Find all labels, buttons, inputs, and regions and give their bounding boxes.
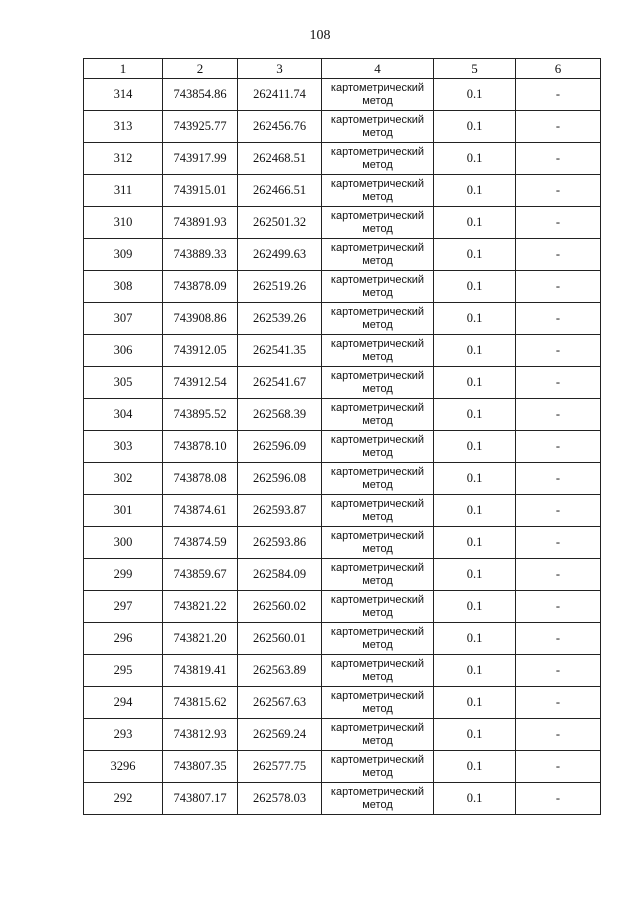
method-line-1: картометрический bbox=[330, 401, 425, 414]
point-number-cell: 300 bbox=[84, 527, 163, 559]
method-line-2: метод bbox=[362, 190, 393, 203]
x-coordinate-cell: 743859.67 bbox=[163, 559, 238, 591]
x-coordinate-cell: 743854.86 bbox=[163, 79, 238, 111]
method-cell bbox=[322, 783, 434, 815]
accuracy-cell: 0.1 bbox=[434, 143, 516, 175]
x-coordinate-cell: 743917.99 bbox=[163, 143, 238, 175]
table-row bbox=[84, 495, 601, 527]
x-coordinate-cell: 743895.52 bbox=[163, 399, 238, 431]
method-cell bbox=[322, 143, 434, 175]
note-cell: - bbox=[516, 175, 601, 207]
point-number-cell: 302 bbox=[84, 463, 163, 495]
table-row bbox=[84, 111, 601, 143]
method-line-1: картометрический bbox=[330, 625, 425, 638]
method-cell bbox=[322, 271, 434, 303]
method-line-1: картометрический bbox=[330, 177, 425, 190]
method-cell bbox=[322, 623, 434, 655]
x-coordinate-cell: 743821.20 bbox=[163, 623, 238, 655]
accuracy-cell: 0.1 bbox=[434, 367, 516, 399]
method-cell bbox=[322, 687, 434, 719]
x-coordinate-cell: 743878.10 bbox=[163, 431, 238, 463]
point-number-cell: 295 bbox=[84, 655, 163, 687]
accuracy-cell: 0.1 bbox=[434, 623, 516, 655]
table-row bbox=[84, 271, 601, 303]
method-line-1: картометрический bbox=[330, 337, 425, 350]
page-number: 108 bbox=[309, 28, 331, 43]
y-coordinate-cell: 262560.01 bbox=[238, 623, 322, 655]
accuracy-cell: 0.1 bbox=[434, 207, 516, 239]
y-coordinate-cell: 262578.03 bbox=[238, 783, 322, 815]
point-number-cell: 314 bbox=[84, 79, 163, 111]
accuracy-cell: 0.1 bbox=[434, 431, 516, 463]
method-line-2: метод bbox=[362, 414, 393, 427]
method-line-2: метод bbox=[362, 670, 393, 683]
column-header: 5 bbox=[434, 59, 516, 79]
method-line-2: метод bbox=[362, 254, 393, 267]
method-line-1: картометрический bbox=[330, 497, 425, 510]
method-line-2: метод bbox=[362, 734, 393, 747]
method-line-2: метод bbox=[362, 766, 393, 779]
point-number-cell: 306 bbox=[84, 335, 163, 367]
accuracy-cell: 0.1 bbox=[434, 655, 516, 687]
x-coordinate-cell: 743807.35 bbox=[163, 751, 238, 783]
table-row bbox=[84, 655, 601, 687]
accuracy-cell: 0.1 bbox=[434, 463, 516, 495]
x-coordinate-cell: 743891.93 bbox=[163, 207, 238, 239]
y-coordinate-cell: 262593.87 bbox=[238, 495, 322, 527]
table-row bbox=[84, 399, 601, 431]
note-cell: - bbox=[516, 495, 601, 527]
x-coordinate-cell: 743821.22 bbox=[163, 591, 238, 623]
accuracy-cell: 0.1 bbox=[434, 239, 516, 271]
table-row bbox=[84, 335, 601, 367]
accuracy-cell: 0.1 bbox=[434, 783, 516, 815]
table-row bbox=[84, 207, 601, 239]
table-row bbox=[84, 591, 601, 623]
method-line-1: картометрический bbox=[330, 529, 425, 542]
x-coordinate-cell: 743908.86 bbox=[163, 303, 238, 335]
y-coordinate-cell: 262501.32 bbox=[238, 207, 322, 239]
x-coordinate-cell: 743874.61 bbox=[163, 495, 238, 527]
table-header-row bbox=[84, 59, 601, 79]
y-coordinate-cell: 262411.74 bbox=[238, 79, 322, 111]
accuracy-cell: 0.1 bbox=[434, 79, 516, 111]
method-cell bbox=[322, 111, 434, 143]
x-coordinate-cell: 743925.77 bbox=[163, 111, 238, 143]
method-line-2: метод bbox=[362, 574, 393, 587]
method-line-2: метод bbox=[362, 286, 393, 299]
method-line-2: метод bbox=[362, 510, 393, 523]
y-coordinate-cell: 262596.09 bbox=[238, 431, 322, 463]
y-coordinate-cell: 262568.39 bbox=[238, 399, 322, 431]
method-cell bbox=[322, 79, 434, 111]
accuracy-cell: 0.1 bbox=[434, 591, 516, 623]
method-line-1: картометрический bbox=[330, 433, 425, 446]
accuracy-cell: 0.1 bbox=[434, 559, 516, 591]
column-header: 2 bbox=[163, 59, 238, 79]
method-line-1: картометрический bbox=[330, 209, 425, 222]
method-line-1: картометрический bbox=[330, 81, 425, 94]
method-cell bbox=[322, 175, 434, 207]
column-header: 4 bbox=[322, 59, 434, 79]
note-cell: - bbox=[516, 111, 601, 143]
method-line-2: метод bbox=[362, 158, 393, 171]
method-cell bbox=[322, 303, 434, 335]
x-coordinate-cell: 743878.08 bbox=[163, 463, 238, 495]
method-line-1: картометрический bbox=[330, 273, 425, 286]
note-cell: - bbox=[516, 239, 601, 271]
y-coordinate-cell: 262563.89 bbox=[238, 655, 322, 687]
table-row bbox=[84, 783, 601, 815]
y-coordinate-cell: 262567.63 bbox=[238, 687, 322, 719]
table-row bbox=[84, 463, 601, 495]
accuracy-cell: 0.1 bbox=[434, 399, 516, 431]
y-coordinate-cell: 262539.26 bbox=[238, 303, 322, 335]
note-cell: - bbox=[516, 751, 601, 783]
method-line-2: метод bbox=[362, 478, 393, 491]
note-cell: - bbox=[516, 335, 601, 367]
method-cell bbox=[322, 335, 434, 367]
y-coordinate-cell: 262577.75 bbox=[238, 751, 322, 783]
x-coordinate-cell: 743889.33 bbox=[163, 239, 238, 271]
method-line-1: картометрический bbox=[330, 145, 425, 158]
table-row bbox=[84, 239, 601, 271]
accuracy-cell: 0.1 bbox=[434, 495, 516, 527]
method-line-2: метод bbox=[362, 94, 393, 107]
note-cell: - bbox=[516, 687, 601, 719]
method-cell bbox=[322, 559, 434, 591]
x-coordinate-cell: 743912.54 bbox=[163, 367, 238, 399]
method-line-1: картометрический bbox=[330, 113, 425, 126]
note-cell: - bbox=[516, 143, 601, 175]
note-cell: - bbox=[516, 303, 601, 335]
point-number-cell: 310 bbox=[84, 207, 163, 239]
table-row bbox=[84, 303, 601, 335]
point-number-cell: 303 bbox=[84, 431, 163, 463]
method-cell bbox=[322, 527, 434, 559]
y-coordinate-cell: 262466.51 bbox=[238, 175, 322, 207]
x-coordinate-cell: 743915.01 bbox=[163, 175, 238, 207]
method-line-1: картометрический bbox=[330, 721, 425, 734]
x-coordinate-cell: 743912.05 bbox=[163, 335, 238, 367]
method-cell bbox=[322, 239, 434, 271]
method-line-2: метод bbox=[362, 542, 393, 555]
column-header: 3 bbox=[238, 59, 322, 79]
accuracy-cell: 0.1 bbox=[434, 527, 516, 559]
x-coordinate-cell: 743812.93 bbox=[163, 719, 238, 751]
method-line-1: картометрический bbox=[330, 561, 425, 574]
x-coordinate-cell: 743874.59 bbox=[163, 527, 238, 559]
table-row bbox=[84, 431, 601, 463]
table-row bbox=[84, 143, 601, 175]
note-cell: - bbox=[516, 399, 601, 431]
table-row bbox=[84, 623, 601, 655]
y-coordinate-cell: 262584.09 bbox=[238, 559, 322, 591]
accuracy-cell: 0.1 bbox=[434, 175, 516, 207]
y-coordinate-cell: 262593.86 bbox=[238, 527, 322, 559]
method-line-2: метод bbox=[362, 382, 393, 395]
point-number-cell: 305 bbox=[84, 367, 163, 399]
note-cell: - bbox=[516, 719, 601, 751]
accuracy-cell: 0.1 bbox=[434, 271, 516, 303]
point-number-cell: 297 bbox=[84, 591, 163, 623]
point-number-cell: 312 bbox=[84, 143, 163, 175]
table-row bbox=[84, 687, 601, 719]
point-number-cell: 308 bbox=[84, 271, 163, 303]
method-line-2: метод bbox=[362, 638, 393, 651]
y-coordinate-cell: 262541.35 bbox=[238, 335, 322, 367]
point-number-cell: 292 bbox=[84, 783, 163, 815]
accuracy-cell: 0.1 bbox=[434, 751, 516, 783]
point-number-cell: 301 bbox=[84, 495, 163, 527]
table-row bbox=[84, 79, 601, 111]
point-number-cell: 294 bbox=[84, 687, 163, 719]
method-line-1: картометрический bbox=[330, 305, 425, 318]
method-line-2: метод bbox=[362, 222, 393, 235]
accuracy-cell: 0.1 bbox=[434, 111, 516, 143]
note-cell: - bbox=[516, 207, 601, 239]
y-coordinate-cell: 262468.51 bbox=[238, 143, 322, 175]
table-row bbox=[84, 751, 601, 783]
method-cell bbox=[322, 495, 434, 527]
point-number-cell: 299 bbox=[84, 559, 163, 591]
method-cell bbox=[322, 431, 434, 463]
column-header: 6 bbox=[516, 59, 601, 79]
method-line-2: метод bbox=[362, 798, 393, 811]
method-cell bbox=[322, 207, 434, 239]
method-cell bbox=[322, 399, 434, 431]
accuracy-cell: 0.1 bbox=[434, 303, 516, 335]
y-coordinate-cell: 262569.24 bbox=[238, 719, 322, 751]
method-line-2: метод bbox=[362, 318, 393, 331]
note-cell: - bbox=[516, 591, 601, 623]
point-number-cell: 293 bbox=[84, 719, 163, 751]
y-coordinate-cell: 262560.02 bbox=[238, 591, 322, 623]
accuracy-cell: 0.1 bbox=[434, 335, 516, 367]
method-line-2: метод bbox=[362, 606, 393, 619]
method-line-1: картометрический bbox=[330, 369, 425, 382]
method-cell bbox=[322, 655, 434, 687]
method-cell bbox=[322, 591, 434, 623]
point-number-cell: 311 bbox=[84, 175, 163, 207]
x-coordinate-cell: 743815.62 bbox=[163, 687, 238, 719]
method-line-1: картометрический bbox=[330, 241, 425, 254]
note-cell: - bbox=[516, 367, 601, 399]
point-number-cell: 309 bbox=[84, 239, 163, 271]
note-cell: - bbox=[516, 463, 601, 495]
x-coordinate-cell: 743819.41 bbox=[163, 655, 238, 687]
method-line-1: картометрический bbox=[330, 465, 425, 478]
method-cell bbox=[322, 367, 434, 399]
method-line-1: картометрический bbox=[330, 657, 425, 670]
table-row bbox=[84, 367, 601, 399]
y-coordinate-cell: 262519.26 bbox=[238, 271, 322, 303]
note-cell: - bbox=[516, 655, 601, 687]
method-line-2: метод bbox=[362, 350, 393, 363]
method-line-1: картометрический bbox=[330, 753, 425, 766]
note-cell: - bbox=[516, 623, 601, 655]
point-number-cell: 307 bbox=[84, 303, 163, 335]
method-cell bbox=[322, 463, 434, 495]
point-number-cell: 313 bbox=[84, 111, 163, 143]
method-line-1: картометрический bbox=[330, 785, 425, 798]
note-cell: - bbox=[516, 559, 601, 591]
coordinates-table bbox=[83, 58, 601, 815]
y-coordinate-cell: 262499.63 bbox=[238, 239, 322, 271]
x-coordinate-cell: 743807.17 bbox=[163, 783, 238, 815]
table-row bbox=[84, 559, 601, 591]
method-cell bbox=[322, 719, 434, 751]
accuracy-cell: 0.1 bbox=[434, 687, 516, 719]
method-line-2: метод bbox=[362, 126, 393, 139]
method-line-2: метод bbox=[362, 702, 393, 715]
table-row bbox=[84, 175, 601, 207]
method-line-2: метод bbox=[362, 446, 393, 459]
table-row bbox=[84, 527, 601, 559]
method-line-1: картометрический bbox=[330, 593, 425, 606]
point-number-cell: 296 bbox=[84, 623, 163, 655]
point-number-cell: 3296 bbox=[84, 751, 163, 783]
y-coordinate-cell: 262541.67 bbox=[238, 367, 322, 399]
note-cell: - bbox=[516, 783, 601, 815]
method-cell bbox=[322, 751, 434, 783]
table-row bbox=[84, 719, 601, 751]
note-cell: - bbox=[516, 271, 601, 303]
note-cell: - bbox=[516, 431, 601, 463]
y-coordinate-cell: 262596.08 bbox=[238, 463, 322, 495]
column-header: 1 bbox=[84, 59, 163, 79]
method-line-1: картометрический bbox=[330, 689, 425, 702]
accuracy-cell: 0.1 bbox=[434, 719, 516, 751]
y-coordinate-cell: 262456.76 bbox=[238, 111, 322, 143]
note-cell: - bbox=[516, 527, 601, 559]
note-cell: - bbox=[516, 79, 601, 111]
point-number-cell: 304 bbox=[84, 399, 163, 431]
x-coordinate-cell: 743878.09 bbox=[163, 271, 238, 303]
